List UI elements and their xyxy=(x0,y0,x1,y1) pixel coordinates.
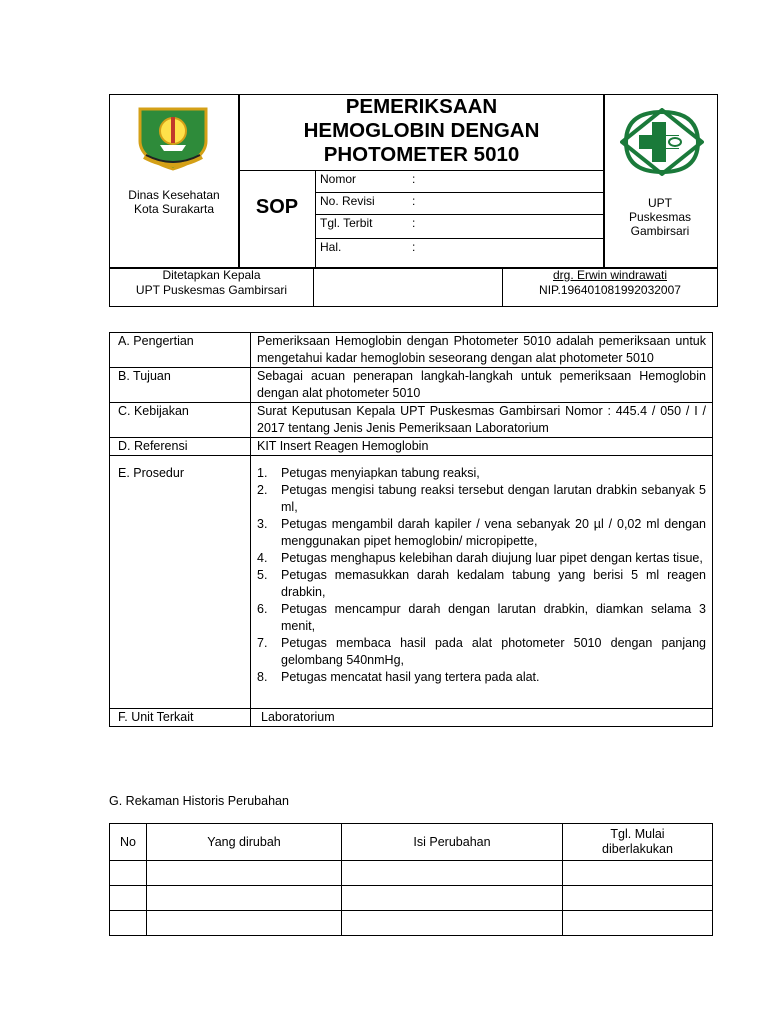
step-number: 6. xyxy=(257,602,268,616)
label-prosedur: E. Prosedur xyxy=(110,456,251,709)
document-title xyxy=(239,95,604,167)
sop-content-table xyxy=(109,332,713,727)
meta-value-nomor: : xyxy=(412,172,416,186)
step-number: 4. xyxy=(257,551,268,565)
step-text: Petugas menghapus kelebihan darah diujung luar pipet dengan kertas tisue, xyxy=(281,551,703,565)
divider xyxy=(316,192,603,193)
col-date xyxy=(563,824,713,861)
row-tujuan xyxy=(110,368,713,403)
step-number: 7. xyxy=(257,636,268,650)
established-line-2: UPT Puskesmas Gambirsari xyxy=(135,283,288,297)
label-tujuan: B. Tujuan xyxy=(110,368,251,403)
table-cell xyxy=(110,861,147,886)
table-cell xyxy=(110,911,147,936)
signer xyxy=(503,268,717,298)
table-cell xyxy=(563,911,713,936)
signer-name: drg. Erwin windrawati xyxy=(552,268,668,282)
history-table xyxy=(109,823,713,936)
row-referensi xyxy=(110,438,713,456)
org-line-1: Dinas Kesehatan xyxy=(128,188,220,202)
label-kebijakan: C. Kebijakan xyxy=(110,403,251,438)
established-line-1: Ditetapkan Kepala xyxy=(162,268,261,282)
meta-value-terbit: : xyxy=(412,216,416,230)
step-number: 8. xyxy=(257,670,268,684)
sop-header xyxy=(109,94,718,307)
city-emblem-icon xyxy=(136,107,210,171)
unit-line-3: Gambirsari xyxy=(630,224,690,238)
list-item xyxy=(257,635,706,669)
label-unit-terkait: F. Unit Terkait xyxy=(110,709,251,727)
history-header-row xyxy=(110,824,713,861)
divider xyxy=(316,214,603,215)
step-text: Petugas mencatat hasil yang tertera pada alat. xyxy=(281,670,540,684)
text-referensi: KIT Insert Reagen Hemoglobin xyxy=(251,438,713,456)
unit-line-2: Puskesmas xyxy=(628,210,692,224)
row-pengertian xyxy=(110,333,713,368)
col-content xyxy=(342,824,563,861)
table-cell xyxy=(563,886,713,911)
step-number: 2. xyxy=(257,483,268,497)
text-kebijakan: Surat Keputusan Kepala UPT Puskesmas Gambirsari Nomor : 445.4 / 050 / I / 2017 tentang Jenis Jenis Pemeriksaan Laboratorium xyxy=(251,403,713,438)
puskesmas-logo-icon xyxy=(620,108,704,176)
title-line-2: HEMOGLOBIN DENGAN xyxy=(303,119,540,142)
org-line-2: Kota Surakarta xyxy=(133,202,215,216)
row-prosedur xyxy=(110,456,713,709)
list-item xyxy=(257,567,706,601)
list-item xyxy=(257,465,706,482)
meta-label-revisi: No. Revisi xyxy=(320,194,375,208)
list-item xyxy=(257,516,706,550)
sop-label: SOP xyxy=(255,196,299,218)
divider xyxy=(313,267,314,306)
table-cell xyxy=(147,861,342,886)
text-pengertian: Pemeriksaan Hemoglobin dengan Photometer 5010 adalah pemeriksaan untuk mengetahui kadar hemoglobin seseorang dengan alat photometer 5010 xyxy=(251,333,713,368)
step-number: 3. xyxy=(257,517,268,531)
divider xyxy=(239,170,603,171)
table-row xyxy=(110,861,713,886)
table-cell xyxy=(563,861,713,886)
text-tujuan: Sebagai acuan penerapan langkah-langkah untuk pemeriksaan Hemoglobin dengan alat photometer 5010 xyxy=(251,368,713,403)
step-text: Petugas membaca hasil pada alat photometer 5010 dengan panjang gelombang 540nmHg, xyxy=(281,636,706,667)
step-number: 5. xyxy=(257,568,268,582)
meta-label-hal: Hal. xyxy=(320,240,342,254)
row-kebijakan xyxy=(110,403,713,438)
table-row xyxy=(110,886,713,911)
org-name xyxy=(110,188,238,216)
prosedur-steps xyxy=(251,456,713,709)
table-row xyxy=(110,911,713,936)
label-pengertian: A. Pengertian xyxy=(110,333,251,368)
text-unit-terkait: Laboratorium xyxy=(251,709,713,727)
step-text: Petugas mengambil darah kapiler / vena sebanyak 20 µl / 0,02 ml dengan menggunakan pipet hemoglobin/ micropipette, xyxy=(281,517,706,548)
col-changed: Yang dirubah xyxy=(147,824,342,861)
step-text: Petugas mencampur darah dengan larutan drabkin, diamkan selama 3 menit, xyxy=(281,602,706,633)
meta-value-hal: : xyxy=(412,240,416,254)
step-text: Petugas memasukkan darah kedalam tabung yang berisi 5 ml reagen drabkin, xyxy=(281,568,706,599)
col-content-label: Isi Perubahan xyxy=(413,834,491,849)
table-cell xyxy=(147,911,342,936)
signer-nip: NIP.196401081992032007 xyxy=(539,283,681,297)
table-cell xyxy=(342,911,563,936)
meta-value-revisi: : xyxy=(412,194,416,208)
history-title: G. Rekaman Historis Perubahan xyxy=(109,794,289,808)
table-cell xyxy=(342,886,563,911)
table-cell xyxy=(147,886,342,911)
list-item xyxy=(257,601,706,635)
divider xyxy=(315,170,316,267)
title-line-1: PEMERIKSAAN xyxy=(345,95,498,118)
divider xyxy=(316,238,603,239)
established-by xyxy=(110,268,313,298)
list-item xyxy=(257,550,706,567)
step-text: Petugas mengisi tabung reaksi tersebut dengan larutan drabkin sebanyak 5 ml, xyxy=(281,483,706,514)
col-date-line-1: Tgl. Mulai xyxy=(610,827,665,841)
unit-name xyxy=(604,196,716,238)
table-cell xyxy=(110,886,147,911)
list-item xyxy=(257,669,706,686)
meta-label-nomor: Nomor xyxy=(320,172,357,186)
title-line-3: PHOTOMETER 5010 xyxy=(323,143,520,166)
step-text: Petugas menyiapkan tabung reaksi, xyxy=(281,466,480,480)
label-referensi: D. Referensi xyxy=(110,438,251,456)
unit-line-1: UPT xyxy=(648,196,672,210)
col-date-line-2: diberlakukan xyxy=(602,842,673,856)
list-item xyxy=(257,482,706,516)
step-number: 1. xyxy=(257,466,268,480)
meta-label-terbit: Tgl. Terbit xyxy=(320,216,373,230)
col-no: No xyxy=(110,824,147,861)
row-unit-terkait xyxy=(110,709,713,727)
table-cell xyxy=(342,861,563,886)
